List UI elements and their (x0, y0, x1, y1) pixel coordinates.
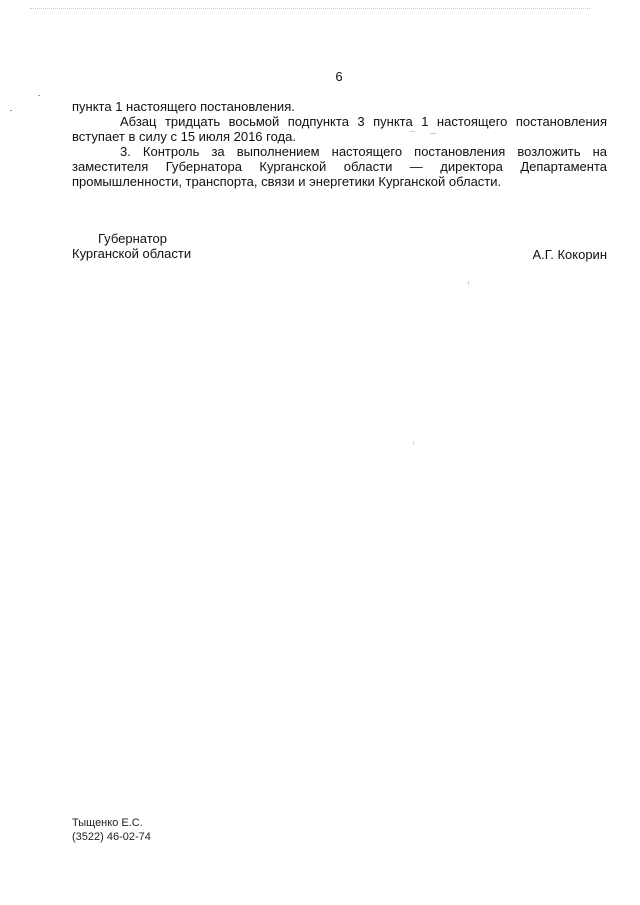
paragraph-continuation: пункта 1 настоящего постановления. (72, 99, 295, 114)
page-number: 6 (335, 69, 343, 84)
signer-name: А.Г. Кокорин (532, 247, 607, 262)
document-body (72, 99, 607, 189)
scan-artifact (30, 8, 590, 10)
signature-block (72, 231, 607, 261)
paragraph-control: 3. Контроль за выполнением настоящего постановления возложить на заместителя Губернатора Курганской области — директора Департамента промышленности, транспорта, связи и энергетики Курганской области. (72, 144, 607, 189)
paragraph-effective-date: Абзац тридцать восьмой подпункта 3 пункта 1 настоящего постановления вступает в силу с 15 июля 2016 года. (72, 114, 607, 144)
scan-speck (468, 281, 469, 285)
signer-position-title: Губернатор (98, 231, 167, 246)
signer-position-region: Курганской области (72, 246, 192, 261)
executor-name: Тыщенко Е.С. (72, 817, 143, 829)
scan-speck (10, 110, 12, 111)
scan-speck (413, 441, 414, 445)
scan-speck (38, 95, 40, 96)
executor-phone: (3522) 46-02-74 (72, 831, 151, 843)
executor-contact (72, 816, 151, 844)
